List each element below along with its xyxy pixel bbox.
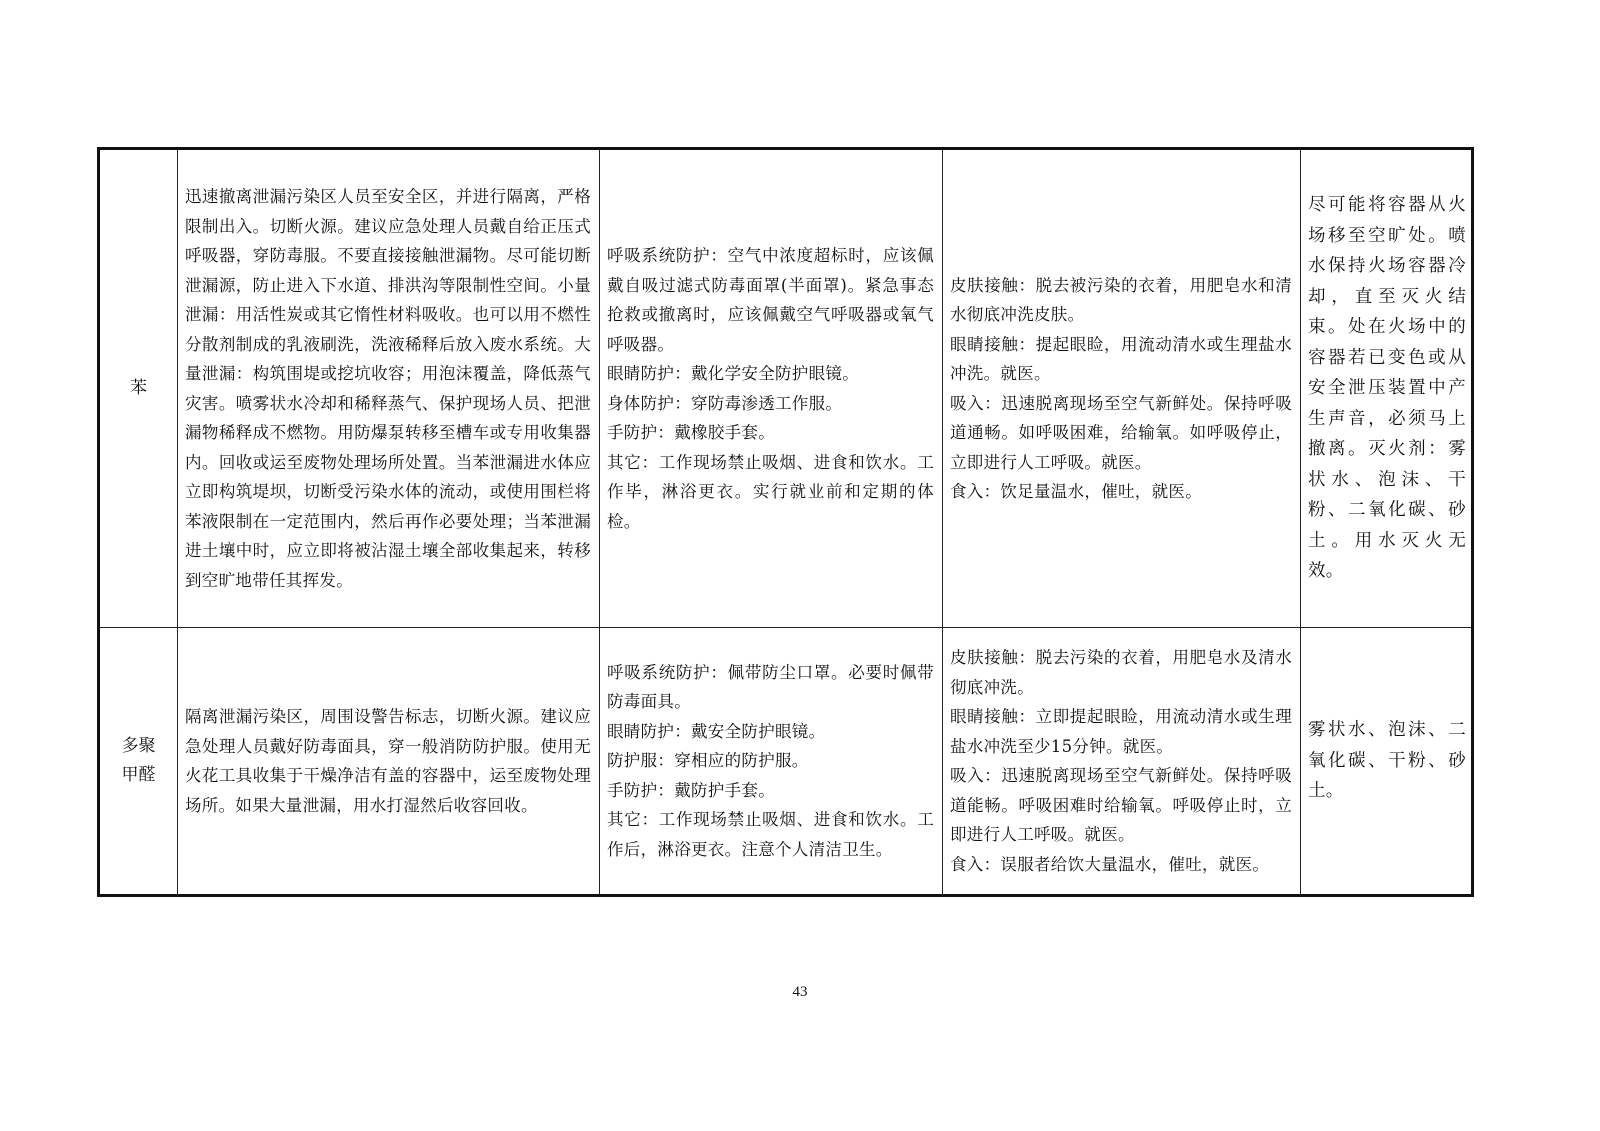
table-row xyxy=(100,150,1471,628)
page-number: 43 xyxy=(792,984,808,1000)
first-aid-inhalation: 吸入：迅速脱离现场至空气新鲜处。保持呼吸道能畅。呼吸困难时给输氧。呼吸停止时，立即进行人工呼吸。就医。 xyxy=(950,766,1292,844)
substance-name-cell xyxy=(100,628,177,894)
protection-other: 其它：工作现场禁止吸烟、进食和饮水。工作后，淋浴更衣。注意个人清洁卫生。 xyxy=(607,810,934,859)
fire-fighting-cell xyxy=(1300,150,1474,627)
first-aid-cell xyxy=(942,150,1300,627)
first-aid-skin: 皮肤接触：脱去污染的衣着，用肥皂水及清水彻底冲洗。 xyxy=(950,648,1292,697)
first-aid-skin: 皮肤接触：脱去被污染的衣着，用肥皂水和清水彻底冲洗皮肤。 xyxy=(950,275,1292,324)
protection-cell xyxy=(599,628,942,894)
fire-fighting-cell xyxy=(1300,628,1474,894)
first-aid-ingestion: 食入：饮足量温水，催吐，就医。 xyxy=(950,482,1202,501)
protection-cell xyxy=(599,150,942,627)
leak-handling-cell xyxy=(177,628,599,894)
substance-name-cell xyxy=(100,150,177,627)
substance-name: 苯 xyxy=(130,378,147,398)
protection-eyes: 眼睛防护：戴安全防护眼镜。 xyxy=(607,721,826,741)
protection-hands: 手防护：戴橡胶手套。 xyxy=(607,423,775,442)
protection-respiratory: 呼吸系统防护：空气中浓度超标时，应该佩戴自吸过滤式防毒面罩(半面罩)。紧急事态抢救或撤离时，应该佩戴空气呼吸器或氧气呼吸器。 xyxy=(607,246,934,354)
substance-name: 多聚甲醛 xyxy=(121,736,156,785)
protection-body: 身体防护：穿防毒渗透工作服。 xyxy=(607,393,843,413)
first-aid-eyes: 眼睛接触：立即提起眼睑，用流动清水或生理盐水冲洗至少15分钟。就医。 xyxy=(950,707,1292,756)
protection-clothing: 防护服：穿相应的防护服。 xyxy=(607,751,809,771)
protection-hands: 手防护：戴防护手套。 xyxy=(607,780,775,800)
leak-handling-text: 迅速撤离泄漏污染区人员至安全区，并进行隔离，严格限制出入。切断火源。建议应急处理人员戴自给正压式呼吸器，穿防毒服。不要直接接触泄漏物。尽可能切断泄漏源，防止进入下水道、排洪沟等限制性空间。小量泄漏：用活性炭或其它惰性材料吸收。也可以用不燃性分散剂制成的乳液刷洗，洗液稀释后放入废水系统。大量泄漏：构筑围堤或挖坑收容；用泡沫覆盖，降低蒸气灾害。喷雾状水冷却和稀释蒸气、保护现场人员、把泄漏物稀释成不燃物。用防爆泵转移至槽车或专用收集器内。回收或运至废物处理场所处置。当苯泄漏进水体应立即构筑堤坝，切断受污染水体的流动，或使用围栏将苯液限制在一定范围内，然后再作必要处理；当苯泄漏进土壤中时，应立即将被沾湿土壤全部收集起来，转移到空旷地带任其挥发。 xyxy=(185,187,591,590)
hazard-response-table xyxy=(97,147,1474,897)
protection-eyes: 眼睛防护：戴化学安全防护眼镜。 xyxy=(607,364,859,383)
first-aid-ingestion: 食入：误服者给饮大量温水，催吐，就医。 xyxy=(950,854,1270,874)
leak-handling-text: 隔离泄漏污染区，周围设警告标志，切断火源。建议应急处理人员戴好防毒面具，穿一般消防防护服。使用无火花工具收集于干燥净洁有盖的容器中，运至废物处理场所。如果大量泄漏，用水打湿然后收容回收。 xyxy=(185,707,591,815)
first-aid-cell xyxy=(942,628,1300,894)
protection-other: 其它：工作现场禁止吸烟、进食和饮水。工作毕，淋浴更衣。实行就业前和定期的体检。 xyxy=(607,452,934,531)
first-aid-inhalation: 吸入：迅速脱离现场至空气新鲜处。保持呼吸道通畅。如呼吸困难，给输氧。如呼吸停止，立即进行人工呼吸。就医。 xyxy=(950,393,1292,472)
first-aid-eyes: 眼睛接触：提起眼睑，用流动清水或生理盐水冲洗。就医。 xyxy=(950,334,1292,383)
fire-fighting-text: 尽可能将容器从火场移至空旷处。喷水保持火场容器冷却，直至灭火结束。处在火场中的容器若已变色或从安全泄压装置中产生声音，必须马上撤离。灭火剂：雾状水、泡沫、干粉、二氧化碳、砂土。用水灭火无效。 xyxy=(1308,195,1466,582)
protection-respiratory: 呼吸系统防护：佩带防尘口罩。必要时佩带防毒面具。 xyxy=(607,662,934,712)
fire-fighting-text: 雾状水、泡沫、二氧化碳、干粉、砂土。 xyxy=(1308,720,1466,802)
table-row xyxy=(100,628,1471,894)
leak-handling-cell xyxy=(177,150,599,627)
